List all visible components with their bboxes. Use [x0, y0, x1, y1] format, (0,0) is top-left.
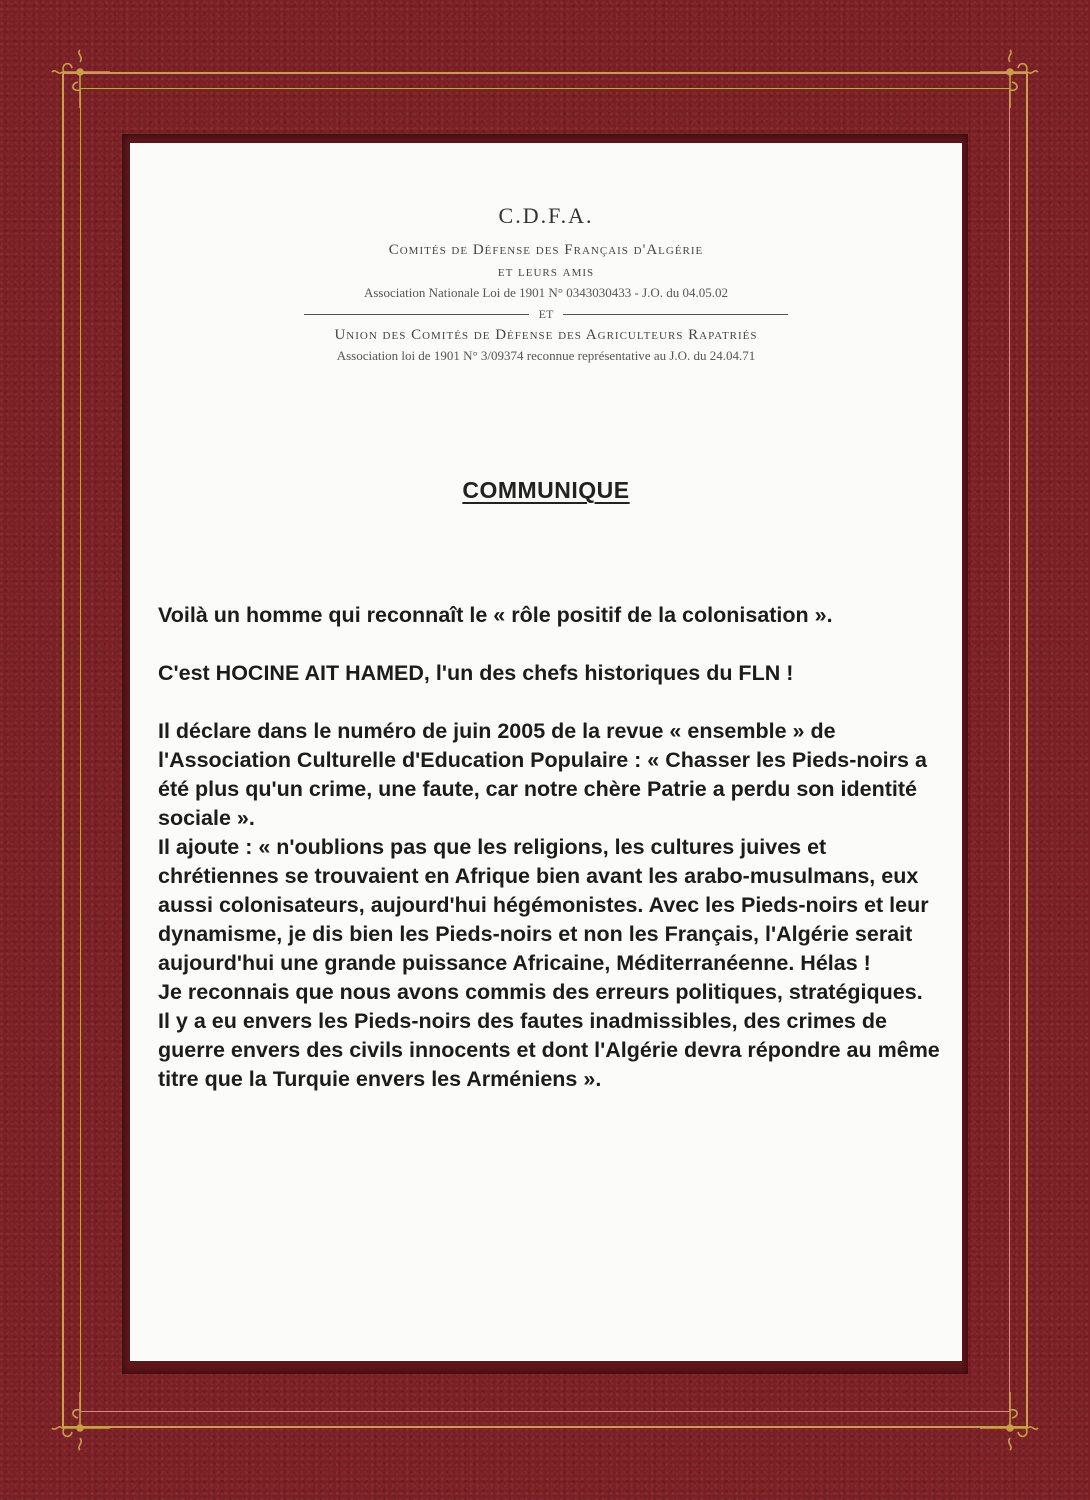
gold-border-outer-left — [62, 72, 64, 1428]
corner-ornament-icon — [42, 40, 112, 110]
org-name-suffix: et leurs amis — [497, 264, 595, 280]
gold-border-outer-bottom — [62, 1426, 1028, 1428]
org-legal-info: Association Nationale Loi de 1901 N° 0343030433 - J.O. du 04.05.02 — [363, 285, 729, 300]
gold-border-inner-bottom — [80, 1411, 1010, 1412]
corner-ornament-icon — [978, 1390, 1048, 1460]
second-org-name: Union des Comités de Défense des Agriculteurs Rapatriés — [334, 327, 758, 343]
document-body — [158, 601, 948, 1094]
corner-ornament-icon — [978, 40, 1048, 110]
paragraph: Il déclare dans le numéro de juin 2005 de la revue « ensemble » de l'Association Culturelle d'Education Populaire : « Chasser les Pieds-noirs a été plus qu'un crime, une faute, car notre chère Patrie a perdu son identité sociale ». — [158, 719, 927, 830]
paragraph: Je reconnais que nous avons commis des erreurs politiques, stratégiques. — [158, 980, 923, 1004]
gold-border-inner-top — [80, 88, 1010, 89]
paragraph: Il ajoute : « n'oublions pas que les religions, les cultures juives et chrétiennes se trouvaient en Afrique bien avant les arabo-musulmans, eux aussi colonisateurs, aujourd'hui hégémonistes. Avec les Pieds-noirs et leur dynamisme, je dis bien les Pieds-noirs et non les Français, l'Algérie serait aujourd'hui une grande puissance Africaine, Méditerranéenne. Hélas ! — [158, 835, 929, 975]
separator-rule-left — [304, 314, 529, 315]
paragraph: C'est HOCINE AIT HAMED, l'un des chefs historiques du FLN ! — [158, 661, 794, 685]
paragraph: Voilà un homme qui reconnaît le « rôle positif de la colonisation ». — [158, 603, 833, 627]
document-page — [130, 143, 962, 1361]
document-title: COMMUNIQUE — [462, 477, 630, 503]
org-acronym: C.D.F.A. — [498, 203, 594, 228]
gold-border-outer-top — [62, 72, 1028, 74]
separator-label: ET — [538, 307, 554, 321]
gold-border-outer-right — [1026, 72, 1028, 1428]
separator-rule-right — [563, 314, 788, 315]
letterhead — [130, 203, 962, 366]
gold-border-inner-left — [80, 88, 81, 1412]
header-separator — [130, 307, 962, 322]
second-org-legal-info: Association loi de 1901 N° 3/09374 reconnue représentative au J.O. du 24.04.71 — [336, 348, 756, 363]
corner-ornament-icon — [42, 1390, 112, 1460]
paragraph: Il y a eu envers les Pieds-noirs des fautes inadmissibles, des crimes de guerre envers des civils innocents et dont l'Algérie devra répondre au même titre que la Turquie envers les Arméniens ». — [158, 1009, 940, 1091]
org-name: Comités de Défense des Français d'Algérie — [388, 242, 704, 258]
gold-border-inner-right — [1009, 88, 1010, 1412]
